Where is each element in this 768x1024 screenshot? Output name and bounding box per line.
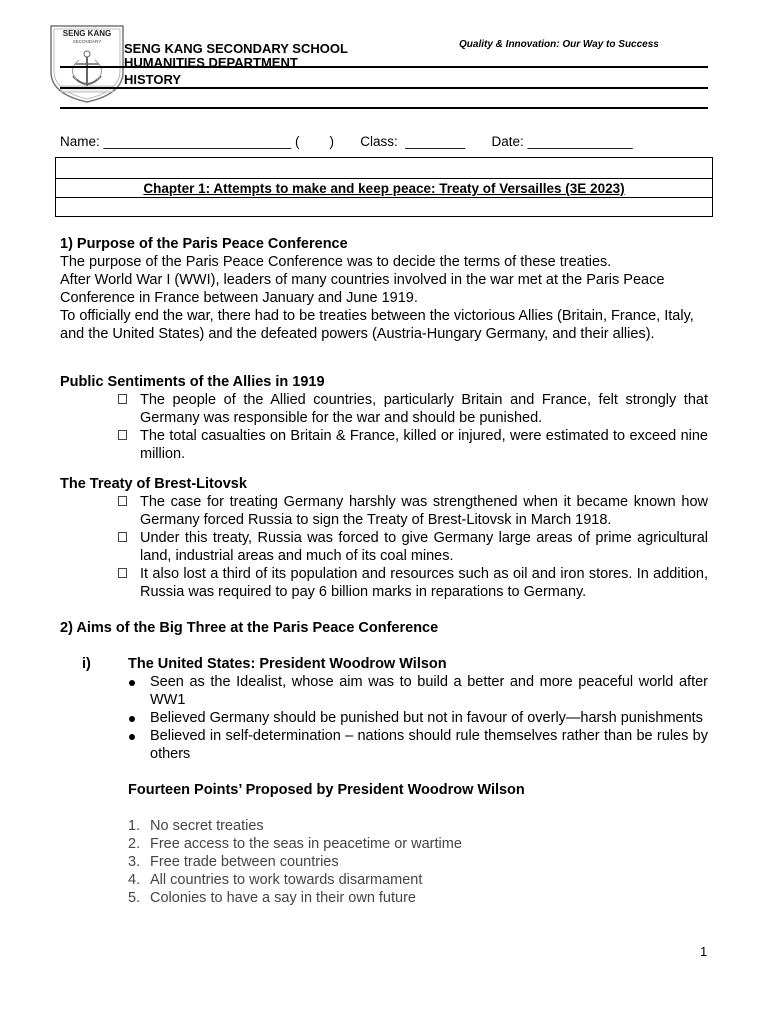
bullet-box-icon: [118, 496, 127, 506]
list-item: It also lost a third of its population and resources such as oil and iron stores. In addition, Russia was required to pay 6 billion marks in reparations to Germany.: [122, 565, 708, 601]
list-item: The case for treating Germany harshly was strengthened when it became known how Germany forced Russia to sign the Treaty of Brest-Litovsk in March 1918.: [122, 493, 708, 529]
list-item: 4. All countries to work towards disarmament: [128, 872, 423, 888]
list-item: Believed in self-determination – nations should rule themselves rather than be rules by others: [128, 727, 708, 763]
school-crest-logo: [49, 24, 125, 104]
brest-litovsk-list: [60, 493, 708, 601]
chapter-title-box: [55, 157, 713, 217]
brest-litovsk-heading: The Treaty of Brest-Litovsk: [60, 476, 247, 492]
paragraph: To officially end the war, there had to be treaties between the victorious Allies (Britain, France, Italy, and the United States) and the defeated powers (Austria-Hungary Germany, and their allies).: [60, 308, 694, 342]
header-rule: [60, 107, 708, 109]
bullet-box-icon: [118, 430, 127, 440]
sentiments-heading: Public Sentiments of the Allies in 1919: [60, 374, 325, 390]
list-item: 3. Free trade between countries: [128, 854, 339, 870]
subheading-number: i): [82, 656, 91, 672]
chapter-title: Chapter 1: Attempts to make and keep peace: Treaty of Versailles (3E 2023): [143, 181, 625, 196]
name-class-date-line: Name: _________________________ ( ) Class: ________ Date: ______________: [60, 134, 633, 149]
bullet-box-icon: [118, 394, 127, 404]
list-item: The total casualties on Britain & France, killed or injured, were estimated to exceed nine million.: [122, 427, 708, 463]
logo-text-sub: SECONDARY: [72, 39, 102, 44]
us-subheading: [60, 655, 708, 673]
list-item: Believed Germany should be punished but not in favour of overly—harsh punishments: [128, 709, 708, 727]
school-name: SENG KANG SECONDARY SCHOOL: [124, 41, 348, 56]
document-body: [60, 235, 708, 907]
paragraph: After World War I (WWI), leaders of many countries involved in the war met at the Paris Peace Conference in France between January and June 1919.: [60, 272, 665, 306]
list-item: 1. No secret treaties: [128, 818, 264, 834]
bullet-dot-icon: [129, 680, 135, 686]
fourteen-points-list: [60, 817, 708, 907]
header-rule: [60, 66, 708, 68]
wilson-aims-list: [60, 673, 708, 763]
fourteen-points-heading: Fourteen Points’ Proposed by President Woodrow Wilson: [128, 782, 525, 798]
logo-text-top: SENG KANG: [62, 29, 112, 38]
department-name: HUMANITIES DEPARTMENT: [124, 55, 298, 70]
bullet-dot-icon: [129, 734, 135, 740]
subheading-title: The United States: President Woodrow Wilson: [128, 656, 447, 672]
page-number: 1: [700, 944, 708, 959]
list-item: 2. Free access to the seas in peacetime or wartime: [128, 836, 462, 852]
section-1-heading: 1) Purpose of the Paris Peace Conference: [60, 236, 348, 252]
section-2-heading: 2) Aims of the Big Three at the Paris Peace Conference: [60, 620, 439, 636]
list-item: 5. Colonies to have a say in their own future: [128, 890, 416, 906]
list-item: The people of the Allied countries, particularly Britain and France, felt strongly that Germany was responsible for the war and should be punished.: [122, 391, 708, 427]
sentiments-list: [60, 391, 708, 463]
list-item: Seen as the Idealist, whose aim was to build a better and more peaceful world after WW1: [128, 673, 708, 709]
paragraph: The purpose of the Paris Peace Conference was to decide the terms of these treaties.: [60, 254, 612, 270]
bullet-dot-icon: [129, 716, 135, 722]
list-item: Under this treaty, Russia was forced to give Germany large areas of prime agricultural land, industrial areas and much of its coal mines.: [122, 529, 708, 565]
school-motto: Quality & Innovation: Our Way to Success: [459, 39, 659, 50]
bullet-box-icon: [118, 532, 127, 542]
subject-name: HISTORY: [124, 72, 182, 87]
bullet-box-icon: [118, 568, 127, 578]
header-rule: [60, 87, 708, 89]
chapter-title-row: [56, 178, 712, 198]
